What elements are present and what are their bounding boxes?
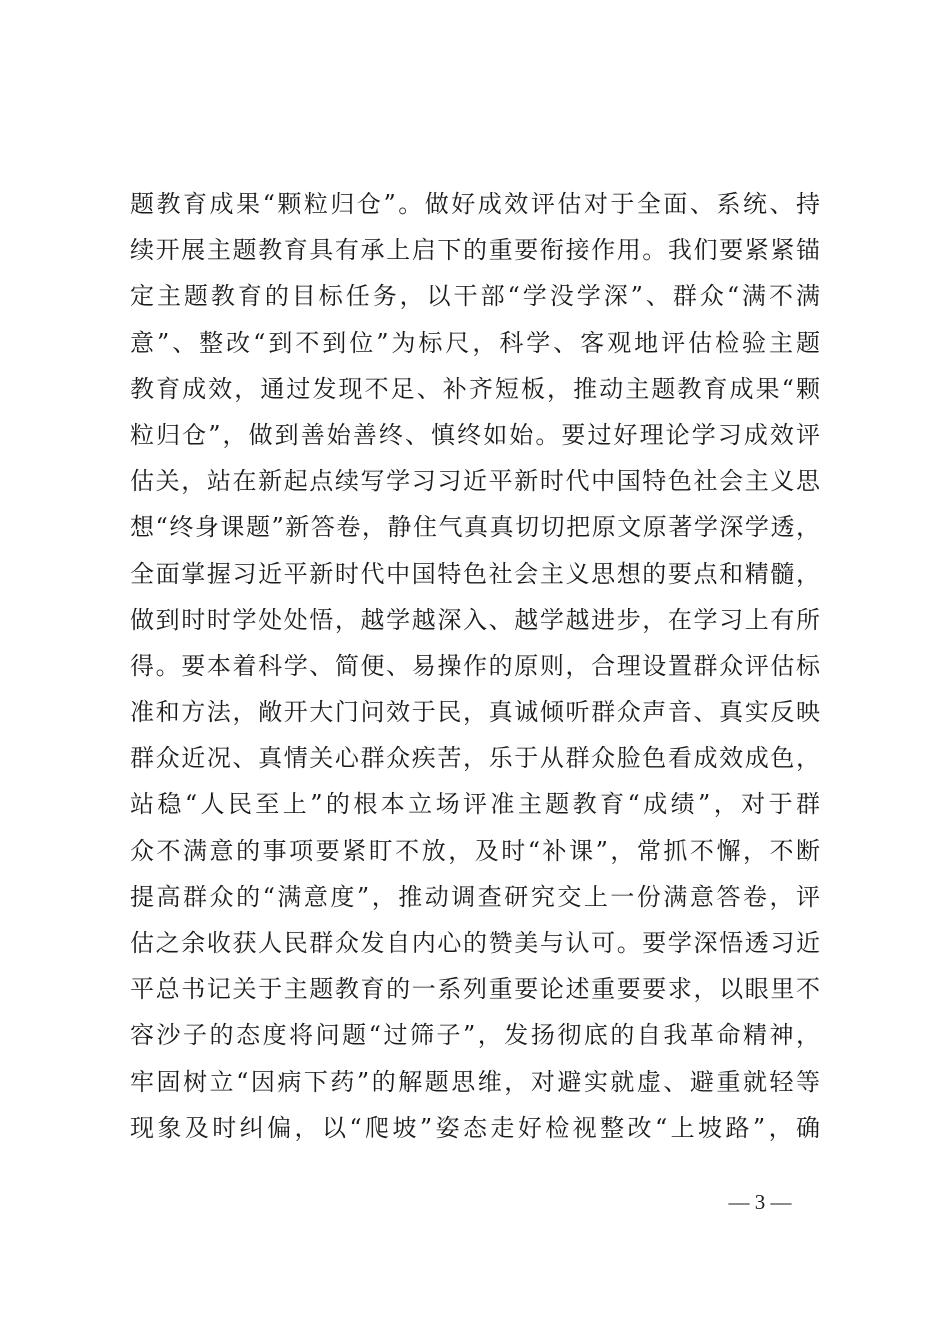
- text-line: 全面掌握习近平新时代中国特色社会主义思想的要点和精髓，: [130, 559, 820, 588]
- body-paragraph: [130, 181, 820, 1151]
- text-line: 牢固树立“因病下药”的解题思维，对避实就虚、避重就轻等: [130, 1067, 820, 1096]
- text-line: 容沙子的态度将问题“过筛子”，发扬彻底的自我革命精神，: [130, 1021, 820, 1050]
- text-line: 平总书记关于主题教育的一系列重要论述重要要求，以眼里不: [130, 975, 820, 1004]
- text-line: 站稳“人民至上”的根本立场评准主题教育“成绩”，对于群: [130, 790, 820, 819]
- text-line: 提高群众的“满意度”，推动调查研究交上一份满意答卷，评: [130, 882, 820, 911]
- text-line: 定主题教育的目标任务，以干部“学没学深”、群众“满不满: [130, 282, 820, 311]
- text-line: 群众近况、真情关心群众疾苦，乐于从群众脸色看成效成色，: [130, 744, 820, 773]
- text-line: 题教育成果“颗粒归仓”。做好成效评估对于全面、系统、持: [130, 190, 820, 218]
- text-line: 众不满意的事项要紧盯不放，及时“补课”，常抓不懈，不断: [130, 836, 820, 865]
- text-line: 想“终身课题”新答卷，静住气真真切切把原文原著学深学透，: [130, 513, 820, 542]
- text-line: 做到时时学处处悟，越学越深入、越学越进步，在学习上有所: [130, 605, 820, 634]
- text-line: 现象及时纠偏，以“爬坡”姿态走好检视整改“上坡路”，确: [130, 1113, 820, 1142]
- text-line: 意”、整改“到不到位”为标尺，科学、客观地评估检验主题: [130, 328, 820, 357]
- text-line: 教育成效，通过发现不足、补齐短板，推动主题教育成果“颗: [130, 374, 820, 403]
- text-line: 估关，站在新起点续写学习习近平新时代中国特色社会主义思: [130, 467, 820, 496]
- text-line: 续开展主题教育具有承上启下的重要衔接作用。我们要紧紧锚: [130, 236, 820, 265]
- text-line: 得。要本着科学、简便、易操作的原则，合理设置群众评估标: [130, 651, 820, 680]
- text-line: 粒归仓”，做到善始善终、慎终如始。要过好理论学习成效评: [130, 420, 820, 449]
- page-number: — 3 —: [728, 1190, 792, 1214]
- text-line: 准和方法，敞开大门问效于民，真诚倾听群众声音、真实反映: [130, 698, 820, 727]
- text-line: 估之余收获人民群众发自内心的赞美与认可。要学深悟透习近: [130, 929, 820, 957]
